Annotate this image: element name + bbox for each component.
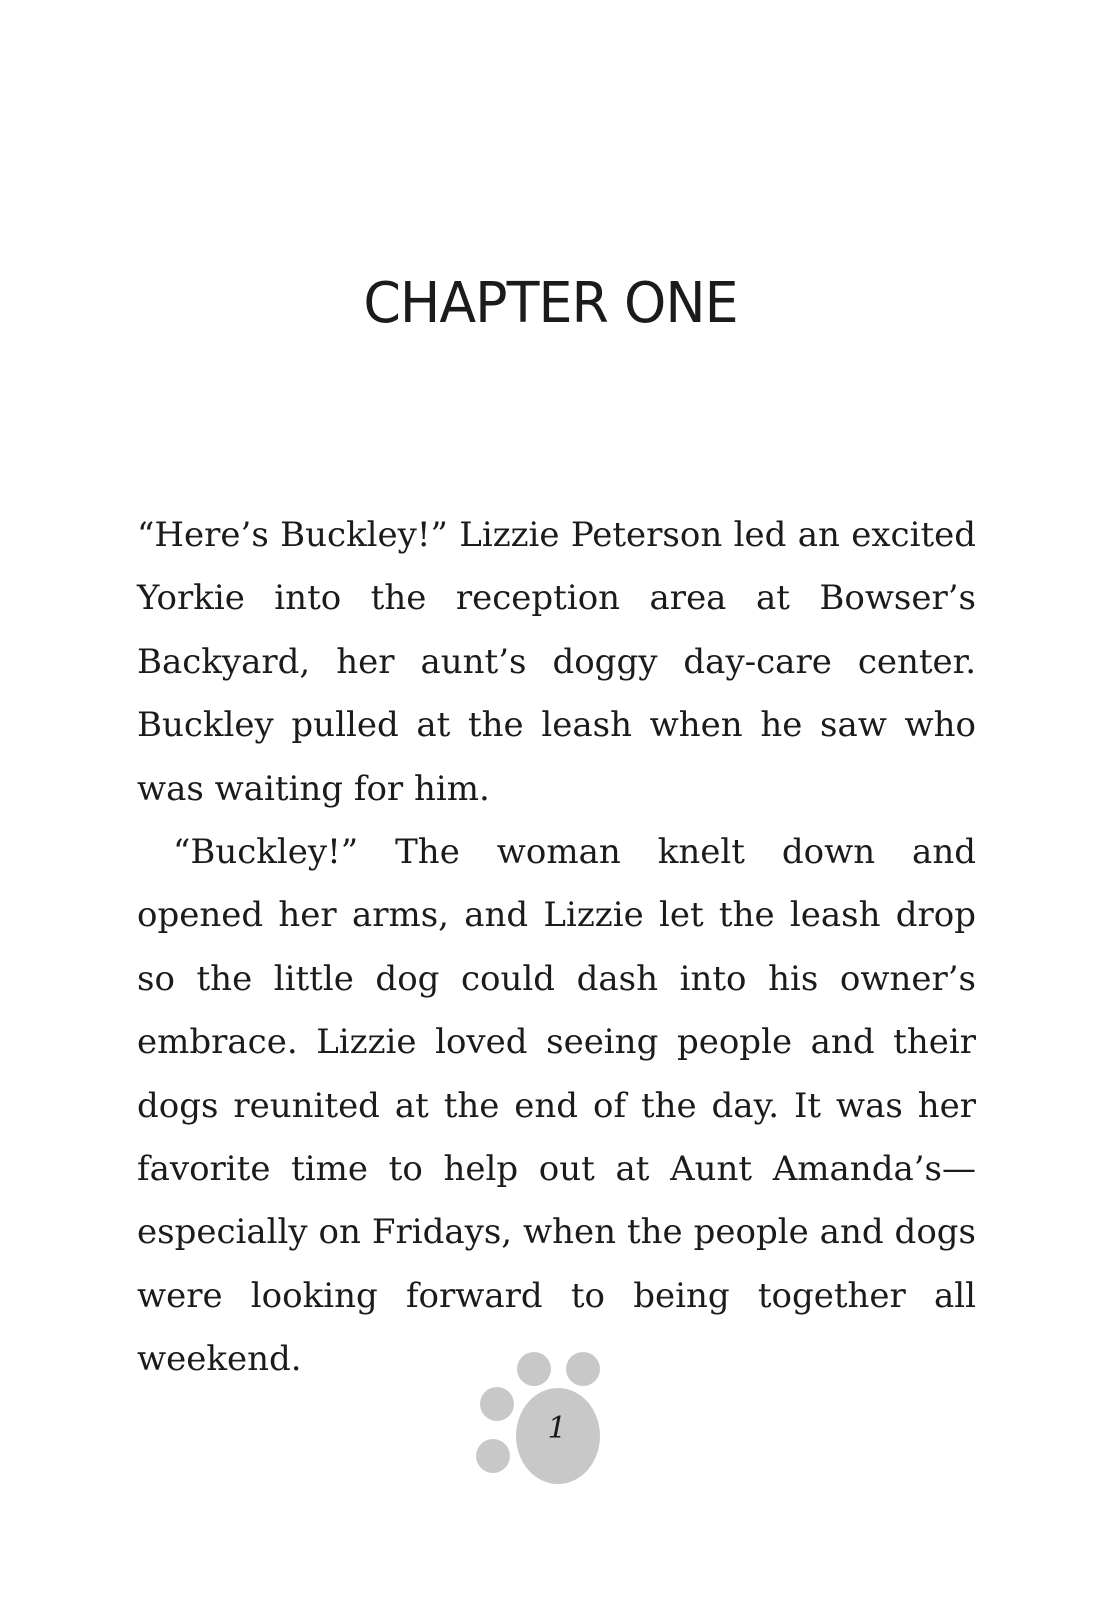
paragraph-1: “Here’s Buckley!” Lizzie Peterson led an excited Yorkie into the reception area at Bowser’s Backyard, her aunt’s doggy day-care center. Buckley pulled at the leash when he saw who was waiting for him. <box>137 515 976 809</box>
chapter-body <box>137 504 976 1392</box>
chapter-heading: CHAPTER ONE <box>363 271 738 336</box>
paw-toe-2 <box>566 1352 600 1386</box>
paw-toe-4 <box>476 1439 510 1473</box>
paragraph-2: “Buckley!” The woman knelt down and opened her arms, and Lizzie let the leash drop so the little dog could dash into his owner’s embrace. Lizzie loved seeing people and their dogs reunited at the end of the day. It was her favorite time to help out at Aunt Amanda’s—especially on Fridays, when the people and dogs were looking forward to being together all weekend. <box>137 832 976 1380</box>
paw-toe-1 <box>517 1352 551 1386</box>
page-number: 1 <box>547 1411 567 1446</box>
paw-toe-3 <box>480 1387 514 1421</box>
